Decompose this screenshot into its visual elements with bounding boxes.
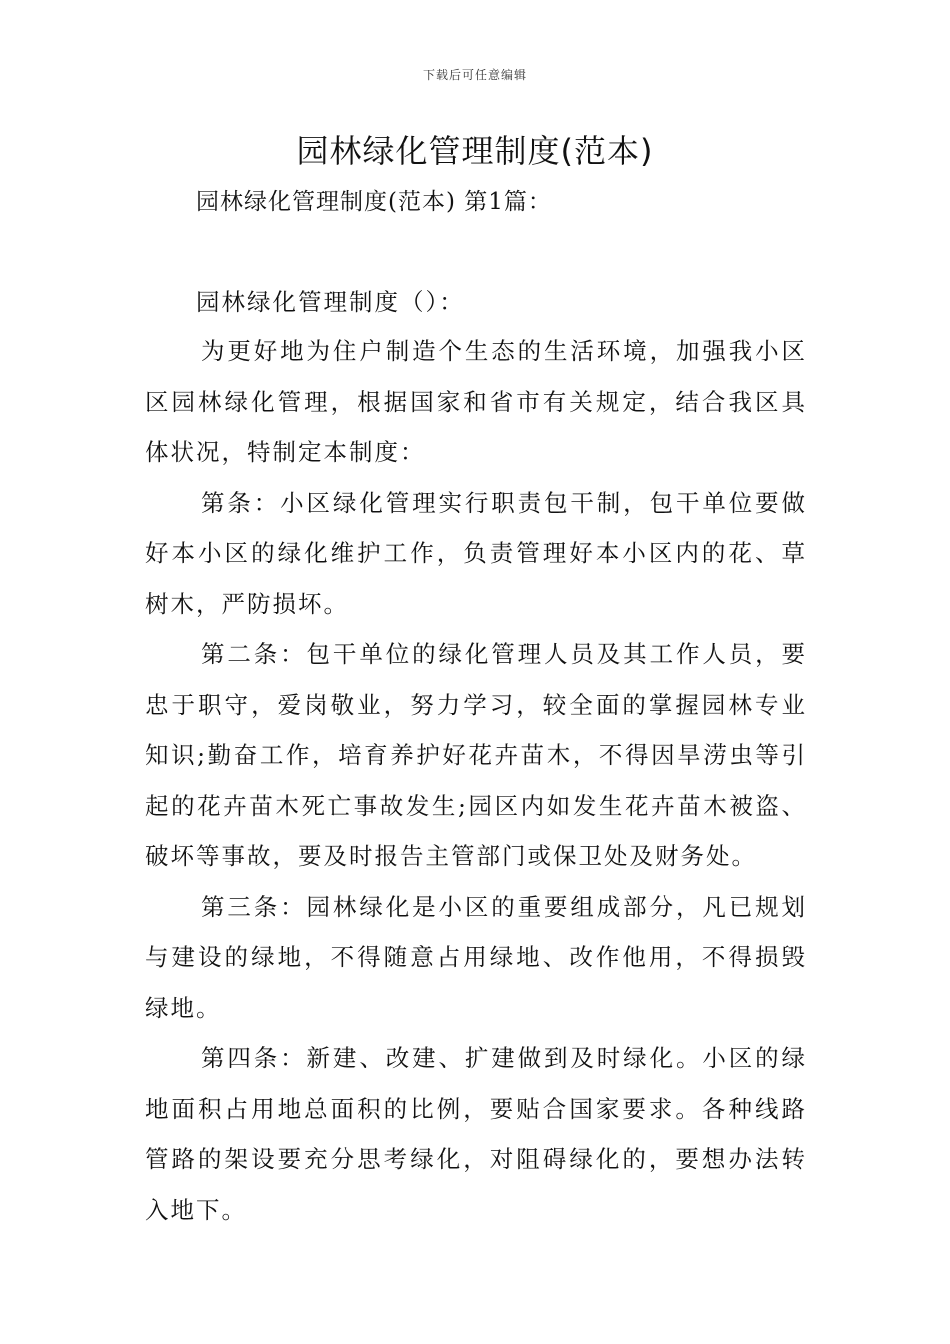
header-note: 下载后可任意编辑: [422, 68, 527, 82]
paragraph-preamble: 为更好地为住户制造个生态的生活环境，加强我小区区园林绿化管理，根据国家和省市有关规定，结合我区具体状况，特制定本制度：: [145, 337, 807, 466]
paragraph-article-4: 第四条：新建、改建、扩建做到及时绿化。小区的绿地面积占用地总面积的比例，要贴合国家要求。各种线路管路的架设要充分思考绿化，对阻碍绿化的，要想办法转入地下。: [145, 1044, 807, 1224]
paragraph-article-3: 第三条：园林绿化是小区的重要组成部分，凡已规划与建设的绿地，不得随意占用绿地、改作他用，不得损毁绿地。: [145, 892, 807, 1022]
document-body: [145, 326, 807, 1235]
paragraph-article-1: 第条：小区绿化管理实行职责包干制，包干单位要做好本小区的绿化维护工作，负责管理好本小区内的花、草树木，严防损坏。: [145, 488, 807, 618]
intro-line: 园林绿化管理制度（）：: [196, 288, 465, 316]
document-title: 园林绿化管理制度(范本): [296, 132, 654, 170]
section-heading: 园林绿化管理制度(范本) 第1篇：: [196, 189, 552, 215]
paragraph-article-2: 第二条：包干单位的绿化管理人员及其工作人员，要忠于职守，爱岗敬业，努力学习，较全面的掌握园林专业知识;勤奋工作，培育养护好花卉苗木，不得因旱涝虫等引起的花卉苗木死亡事故发生;园区内如发生花卉苗木被盗、破坏等事故，要及时报告主管部门或保卫处及财务处。: [145, 640, 807, 870]
